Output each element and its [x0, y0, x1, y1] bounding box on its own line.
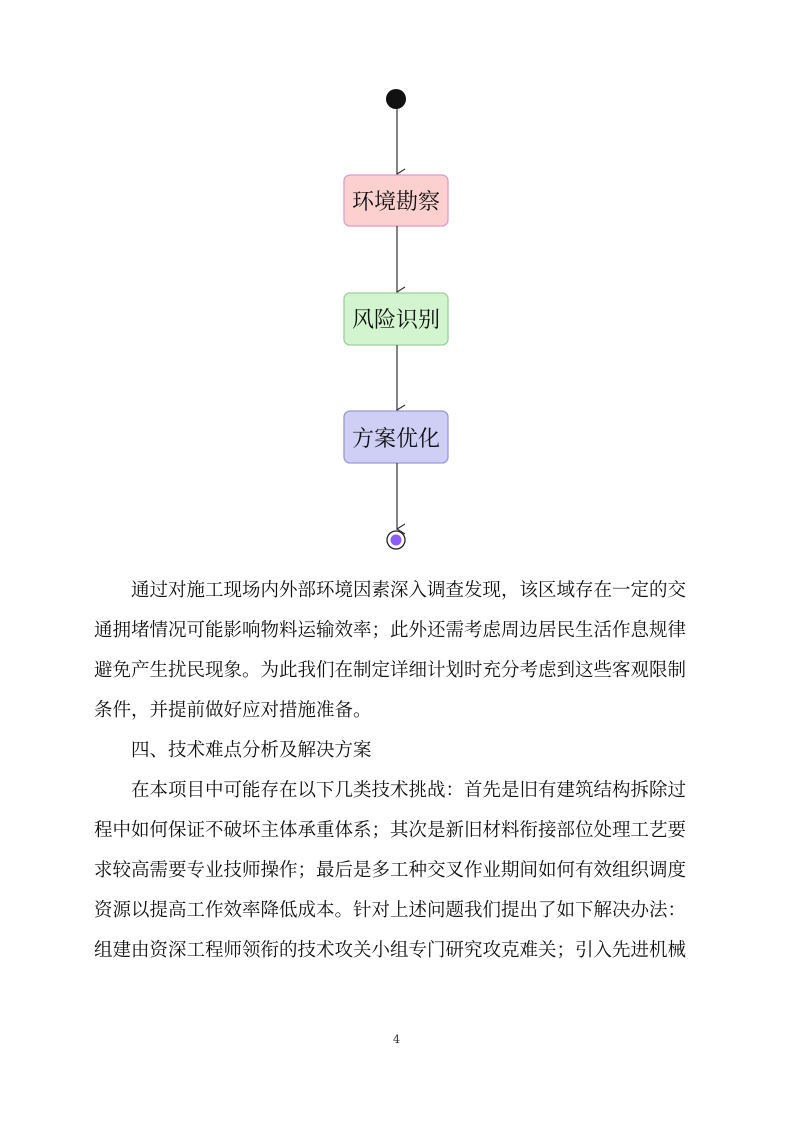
node-risk-identification [344, 293, 448, 345]
paragraph-1-line-3: 避免产生扰民现象。为此我们在制定详细计划时充分考虑到这些客观限制 [94, 660, 687, 681]
page-number: 4 [393, 1033, 400, 1046]
end-node [387, 531, 405, 549]
paragraph-2-line-2: 程中如何保证不破坏主体承重体系；其次是新旧材料衔接部位处理工艺要 [94, 820, 687, 841]
activity-diagram [0, 0, 793, 560]
paragraph-1-line-4: 条件，并提前做好应对措施准备。 [94, 700, 372, 721]
body-text [94, 571, 692, 971]
paragraph-1-line-1: 通过对施工现场内外部环境因素深入调查发现，该区域存在一定的交 [131, 580, 687, 601]
paragraph-2-line-3: 求较高需要专业技师操作；最后是多工种交叉作业期间如何有效组织调度 [94, 860, 687, 881]
paragraph-1-line-2: 通拥堵情况可能影响物料运输效率；此外还需考虑周边居民生活作息规律 [94, 620, 687, 641]
node-label-risk: 风险识别 [351, 308, 441, 333]
start-node [386, 89, 406, 109]
node-environment-survey [344, 175, 448, 226]
paragraph-2-line-1: 在本项目中可能存在以下几类技术挑战：首先是旧有建筑结构拆除过 [131, 780, 687, 801]
node-label-plan: 方案优化 [351, 427, 441, 452]
paragraph-2-line-4: 资源以提高工作效率降低成本。针对上述问题我们提出了如下解决办法： [94, 900, 687, 921]
node-label-survey: 环境勘察 [351, 190, 441, 215]
node-plan-optimization [344, 411, 448, 463]
section-heading: 四、技术难点分析及解决方案 [131, 740, 372, 761]
paragraph-2-line-5: 组建由资深工程师领衔的技术攻关小组专门研究攻克难关；引入先进机械 [94, 940, 687, 961]
